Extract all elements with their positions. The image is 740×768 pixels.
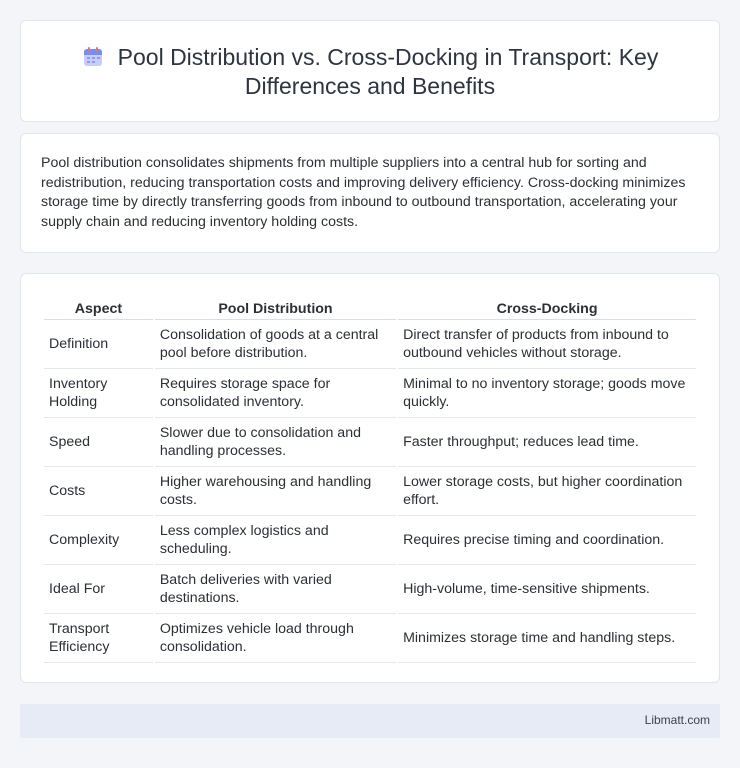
footer-brand[interactable]: Libmatt.com bbox=[644, 713, 710, 727]
table-row bbox=[44, 320, 696, 369]
table-row bbox=[44, 565, 696, 614]
table-row bbox=[44, 369, 696, 418]
cross-cell: Direct transfer of products from inbound to outbound vehicles without storage. bbox=[398, 320, 696, 369]
aspect-cell: Complexity bbox=[44, 516, 153, 565]
pool-cell: Requires storage space for consolidated inventory. bbox=[155, 369, 396, 418]
cross-cell: Lower storage costs, but higher coordination effort. bbox=[398, 467, 696, 516]
cross-cell: Faster throughput; reduces lead time. bbox=[398, 418, 696, 467]
aspect-cell: Speed bbox=[44, 418, 153, 467]
calendar-icon bbox=[82, 46, 104, 68]
cross-cell: Minimizes storage time and handling steps. bbox=[398, 614, 696, 663]
page-title: Pool Distribution vs. Cross-Docking in Transport: Key Differences and Benefits bbox=[117, 44, 659, 99]
aspect-cell: Inventory Holding bbox=[44, 369, 153, 418]
aspect-cell: Transport Efficiency bbox=[44, 614, 153, 663]
pool-cell: Slower due to consolidation and handling processes. bbox=[155, 418, 396, 467]
header-cross-docking: Cross-Docking bbox=[398, 294, 696, 320]
table-row bbox=[44, 614, 696, 663]
pool-cell: Optimizes vehicle load through consolidation. bbox=[155, 614, 396, 663]
table-header-row bbox=[44, 294, 696, 320]
pool-cell: Higher warehousing and handling costs. bbox=[155, 467, 396, 516]
pool-cell: Batch deliveries with varied destinations. bbox=[155, 565, 396, 614]
pool-cell: Less complex logistics and scheduling. bbox=[155, 516, 396, 565]
comparison-table bbox=[42, 294, 698, 663]
header-pool-distribution: Pool Distribution bbox=[155, 294, 396, 320]
table-row bbox=[44, 418, 696, 467]
title-card bbox=[20, 20, 720, 122]
aspect-cell: Definition bbox=[44, 320, 153, 369]
pool-cell: Consolidation of goods at a central pool before distribution. bbox=[155, 320, 396, 369]
intro-paragraph: Pool distribution consolidates shipments from multiple suppliers into a central hub for sorting and redistribution, reducing transportation costs and improving delivery efficiency. Cross-docking minimizes storage time by directly transferring goods from inbound to outbound transportation, accelerating your supply chain and reducing inventory holding costs. bbox=[41, 155, 686, 230]
cross-cell: High-volume, time-sensitive shipments. bbox=[398, 565, 696, 614]
footer-bar bbox=[20, 704, 720, 738]
header-aspect: Aspect bbox=[44, 294, 153, 320]
cross-cell: Minimal to no inventory storage; goods move quickly. bbox=[398, 369, 696, 418]
aspect-cell: Costs bbox=[44, 467, 153, 516]
table-row bbox=[44, 467, 696, 516]
title-wrap bbox=[61, 43, 679, 101]
aspect-cell: Ideal For bbox=[44, 565, 153, 614]
intro-card bbox=[20, 133, 720, 253]
comparison-card bbox=[20, 273, 720, 683]
table-row bbox=[44, 516, 696, 565]
cross-cell: Requires precise timing and coordination. bbox=[398, 516, 696, 565]
